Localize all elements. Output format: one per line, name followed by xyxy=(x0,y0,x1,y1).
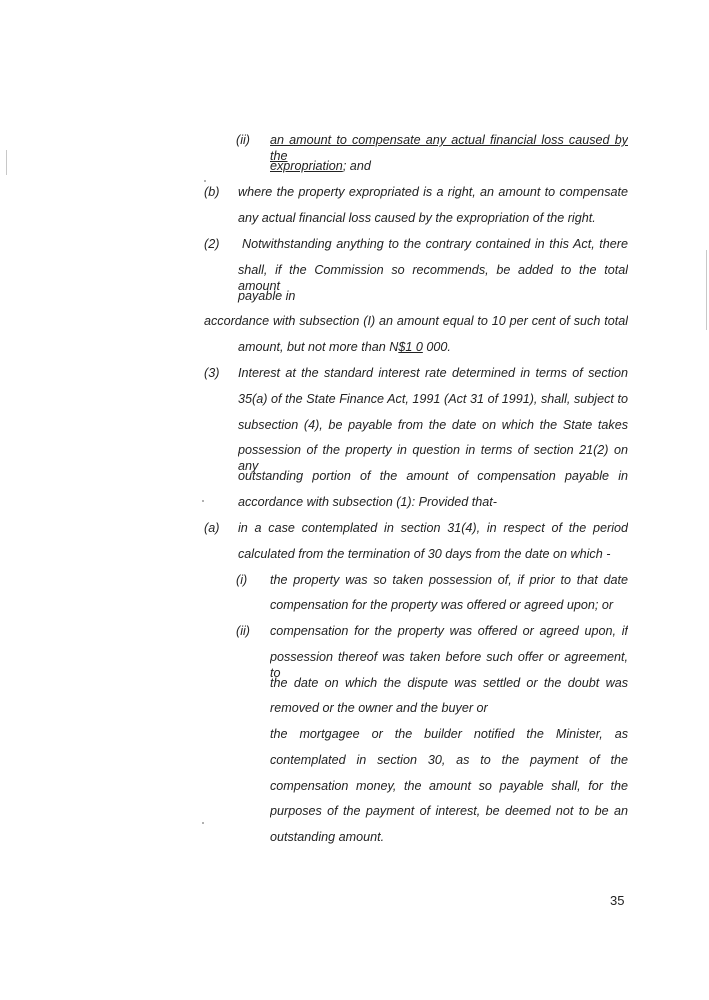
item-label-b: (b) xyxy=(204,185,220,199)
subsection-2-amount-prefix: amount, but not more than N xyxy=(238,340,399,354)
subsection-label-2: (2) xyxy=(204,237,220,251)
subitem-label-i: (i) xyxy=(236,573,248,587)
subsection-2-text-line-3: payable in xyxy=(238,289,296,303)
subitem-i-text-line-2: compensation for the property was offered or agreed upon; or xyxy=(270,598,614,612)
item-label-a: (a) xyxy=(204,521,220,535)
subsection-3-text-line-3: subsection (4), be payable from the date on which the State takes xyxy=(238,418,628,432)
subitem-ii-text-line-3: the date on which the dispute was settled or the doubt was xyxy=(270,676,628,690)
subsection-2-text-line-4: accordance with subsection (I) an amount equal to 10 per cent of such total xyxy=(204,314,628,328)
subsection-2-text-line-1: Notwithstanding anything to the contrary contained in this Act, there xyxy=(242,237,628,251)
subitem-label-ii: (ii) xyxy=(236,624,250,638)
item-a-text-line-1: in a case contemplated in section 31(4), in respect of the period xyxy=(238,521,628,535)
scan-edge-mark xyxy=(706,250,707,330)
subitem-ii-text-line-9: outstanding amount. xyxy=(270,830,385,844)
subsection-2-text-line-2: shall, if the Commission so recommends, be added to the total amount xyxy=(238,263,628,293)
scan-edge-mark xyxy=(6,150,7,175)
scan-speck xyxy=(202,500,204,502)
item-ii-text-underlined: expropriation xyxy=(270,159,343,173)
item-ii-text-line-2 xyxy=(270,158,371,174)
subsection-3-text-line-5: outstanding portion of the amount of compensation payable in xyxy=(238,469,628,483)
subsection-3-text-line-6: accordance with subsection (1): Provided that- xyxy=(238,495,498,509)
item-ii-text-line-1: an amount to compensate any actual financial loss caused by the xyxy=(270,133,628,163)
subitem-ii-text-line-7: compensation money, the amount so payable shall, for the xyxy=(270,779,628,793)
item-b-text-line-2: any actual financial loss caused by the expropriation of the right. xyxy=(238,211,596,225)
item-a-text-line-2: calculated from the termination of 30 days from the date on which - xyxy=(238,547,611,561)
subsection-label-3: (3) xyxy=(204,366,220,380)
subsection-2-text-line-5 xyxy=(238,339,451,355)
subsection-3-text-line-4: possession of the property in question in terms of section 21(2) on any xyxy=(238,443,628,473)
subitem-ii-text-line-8: purposes of the payment of interest, be deemed not to be an xyxy=(270,804,628,818)
scan-speck xyxy=(204,180,206,182)
subsection-2-amount-suffix: 000. xyxy=(422,340,451,354)
subitem-i-text-line-1: the property was so taken possession of, if prior to that date xyxy=(270,573,628,587)
subitem-ii-text-line-1: compensation for the property was offered or agreed upon, if xyxy=(270,624,628,638)
scan-speck xyxy=(202,822,204,824)
subitem-ii-text-line-2: possession thereof was taken before such offer or agreement, to xyxy=(270,650,628,680)
page-number: 35 xyxy=(610,893,625,908)
item-ii-text-tail: ; and xyxy=(342,159,371,173)
subsection-2-amount-underlined: $1 0 xyxy=(398,340,423,354)
item-b-text-line-1: where the property expropriated is a right, an amount to compensate xyxy=(238,185,628,199)
subitem-ii-text-line-5: the mortgagee or the builder notified the Minister, as xyxy=(270,727,628,741)
subitem-ii-text-line-6: contemplated in section 30, as to the payment of the xyxy=(270,753,628,767)
subitem-ii-text-line-4: removed or the owner and the buyer or xyxy=(270,701,488,715)
subsection-3-text-line-2: 35(a) of the State Finance Act, 1991 (Act 31 of 1991), shall, subject to xyxy=(238,392,628,406)
subsection-3-text-line-1: Interest at the standard interest rate determined in terms of section xyxy=(238,366,628,380)
item-label-ii: (ii) xyxy=(236,133,250,147)
